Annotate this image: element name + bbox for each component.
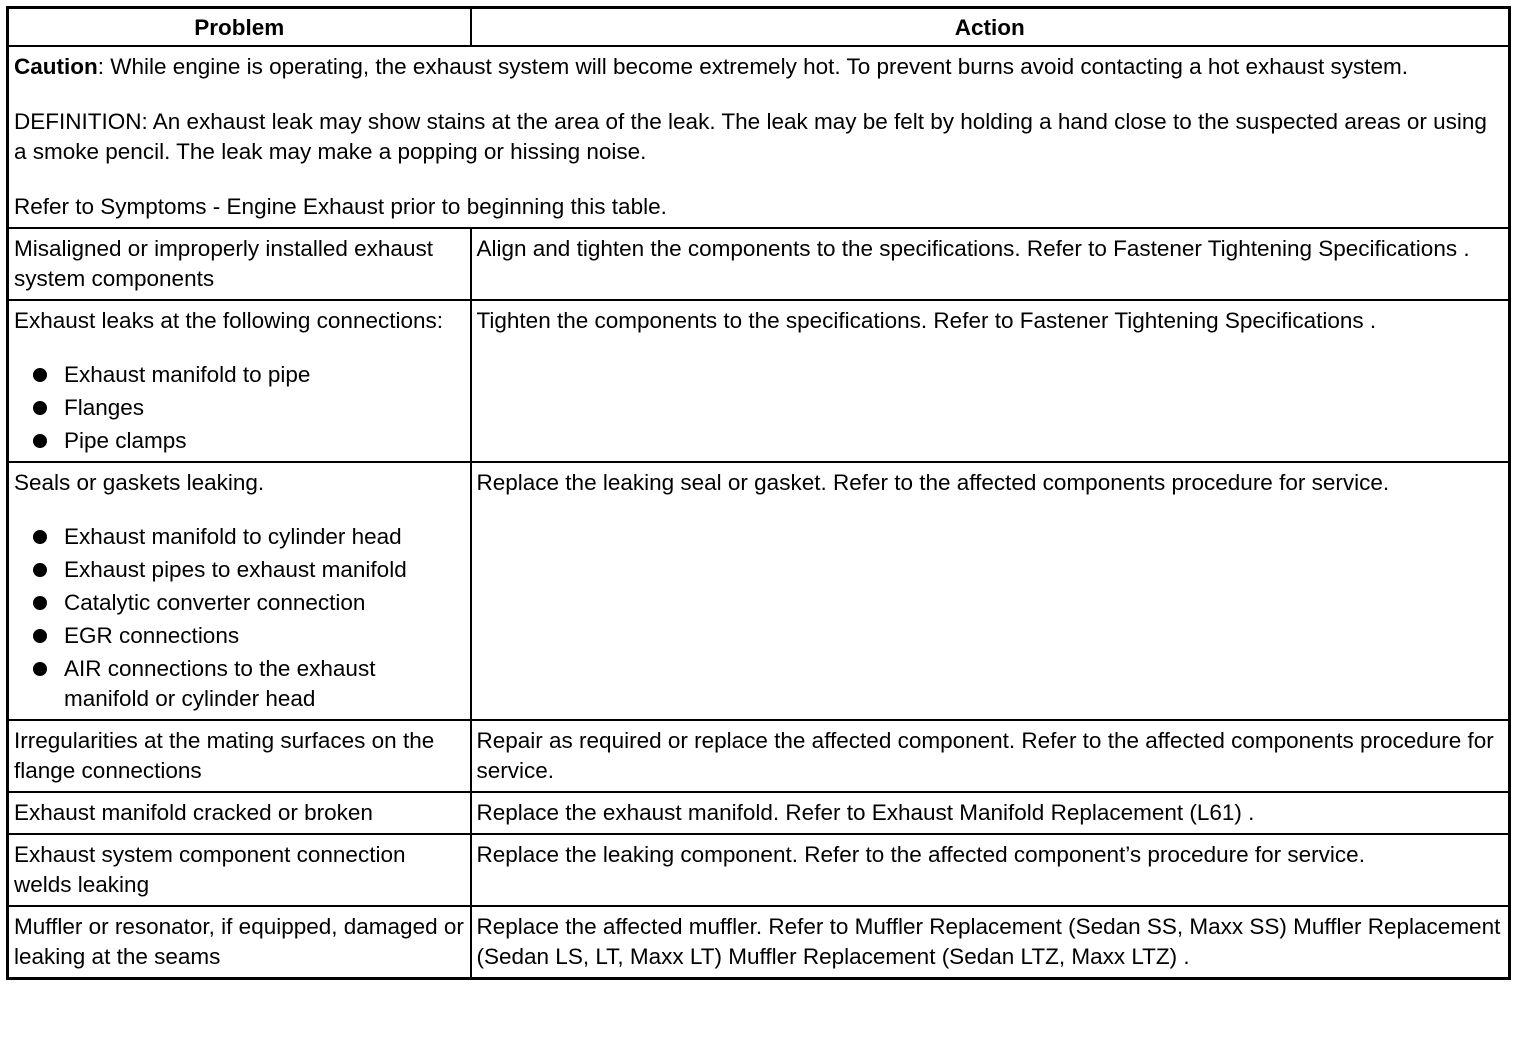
bullet-text: Flanges [64,395,145,420]
refer-note: Refer to Symptoms - Engine Exhaust prior to beginning this table. [14,194,667,219]
table-row [8,834,1510,906]
problem-bullet-list [14,360,465,456]
bullet-icon [33,434,47,448]
bullet-text: Exhaust manifold to cylinder head [64,524,402,549]
problem-column-header: Problem [8,8,471,47]
problem-cell [8,300,471,462]
problem-bullet-list [14,522,465,714]
bullet-item [14,522,465,552]
bullet-item [14,360,465,390]
table-row [8,906,1510,979]
caution-text: : While engine is operating, the exhaust system will become extremely hot. To prevent burns avoid contacting a hot exhaust system. [97,54,1409,79]
bullet-icon [33,596,47,610]
problem-cell: Exhaust manifold cracked or broken [8,792,471,834]
bullet-item [14,426,465,456]
bullet-item [14,393,465,423]
problem-text: Seals or gaskets leaking. [14,470,265,495]
header-row [8,8,1510,47]
action-cell: Replace the exhaust manifold. Refer to Exhaust Manifold Replacement (L61) . [471,792,1510,834]
diagnostic-table [6,6,1511,980]
notes-row [8,46,1510,228]
definition-note: DEFINITION: An exhaust leak may show stains at the area of the leak. The leak may be felt by holding a hand close to the suspected areas or using a smoke pencil. The leak may make a popping or hissing noise. [14,109,1487,164]
problem-cell [8,462,471,720]
table-row [8,462,1510,720]
notes-cell [8,46,1510,228]
action-column-header: Action [471,8,1510,47]
problem-text: Exhaust leaks at the following connections: [14,308,444,333]
bullet-text: AIR connections to the exhaust manifold or cylinder head [64,656,376,711]
problem-cell: Irregularities at the mating surfaces on the flange connections [8,720,471,792]
table-row [8,792,1510,834]
bullet-text: Pipe clamps [64,428,187,453]
bullet-text: Catalytic converter connection [64,590,366,615]
table-row [8,720,1510,792]
bullet-icon [33,368,47,382]
bullet-icon [33,401,47,415]
caution-label: Caution [14,54,98,79]
table-row [8,300,1510,462]
bullet-text: Exhaust pipes to exhaust manifold [64,557,407,582]
bullet-item [14,621,465,651]
caution-note [14,52,1503,82]
bullet-item [14,555,465,585]
table-row [8,228,1510,300]
bullet-text: Exhaust manifold to pipe [64,362,311,387]
diagnostic-table-container [6,6,1508,980]
bullet-item [14,654,465,714]
action-cell: Repair as required or replace the affected component. Refer to the affected components procedure for service. [471,720,1510,792]
action-cell: Replace the leaking seal or gasket. Refer to the affected components procedure for service. [471,462,1510,720]
problem-cell: Muffler or resonator, if equipped, damaged or leaking at the seams [8,906,471,979]
bullet-text: EGR connections [64,623,240,648]
bullet-icon [33,629,47,643]
action-cell: Replace the affected muffler. Refer to Muffler Replacement (Sedan SS, Maxx SS) Muffler Replacement (Sedan LS, LT, Maxx LT) Muffler Replacement (Sedan LTZ, Maxx LTZ) . [471,906,1510,979]
action-cell: Replace the leaking component. Refer to the affected component’s procedure for service. [471,834,1510,906]
problem-cell: Exhaust system component connection welds leaking [8,834,471,906]
action-cell: Tighten the components to the specifications. Refer to Fastener Tightening Specifications . [471,300,1510,462]
bullet-item [14,588,465,618]
bullet-icon [33,530,47,544]
action-cell: Align and tighten the components to the specifications. Refer to Fastener Tightening Specifications . [471,228,1510,300]
bullet-icon [33,563,47,577]
bullet-icon [33,662,47,676]
problem-cell: Misaligned or improperly installed exhaust system components [8,228,471,300]
